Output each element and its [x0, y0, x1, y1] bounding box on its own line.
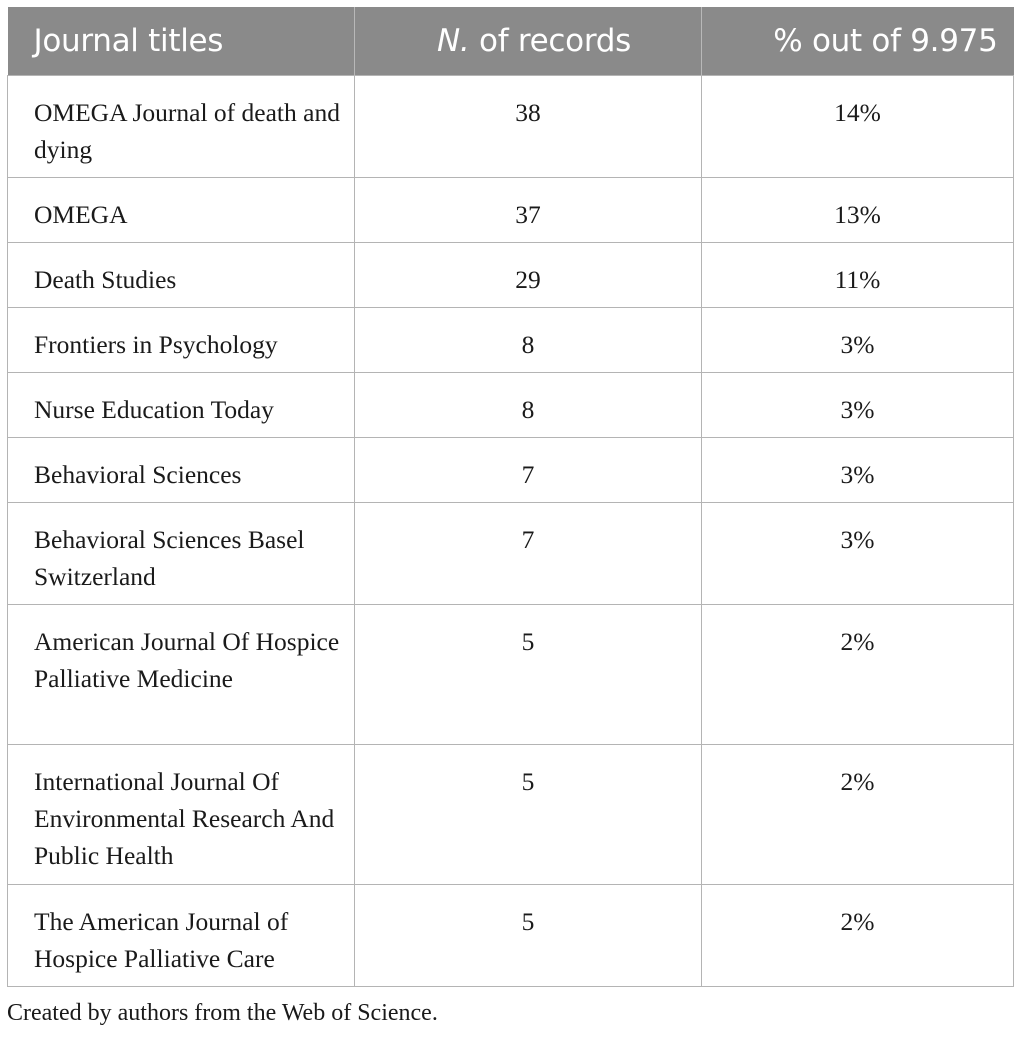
table-row: [8, 885, 1014, 987]
table-row: [8, 76, 1014, 178]
journal-title-cell: Nurse Education Today: [8, 373, 355, 438]
journal-title-cell: OMEGA: [8, 178, 355, 243]
table-row: [8, 503, 1014, 605]
percent-cell: 14%: [702, 76, 1014, 178]
header-number-of-records: [355, 7, 702, 76]
journal-title-cell: Behavioral Sciences Basel Switzerland: [8, 503, 355, 605]
records-cell: 38: [355, 76, 702, 178]
table-row: [8, 178, 1014, 243]
percent-cell: 2%: [702, 885, 1014, 987]
records-cell: 7: [355, 503, 702, 605]
percent-cell: 2%: [702, 745, 1014, 885]
table-row: [8, 373, 1014, 438]
records-cell: 7: [355, 438, 702, 503]
records-cell: 5: [355, 745, 702, 885]
journal-title-cell: American Journal Of Hospice Palliative Medicine: [8, 605, 355, 745]
journals-table-container: [7, 7, 1013, 987]
journal-title-cell: Death Studies: [8, 243, 355, 308]
percent-cell: 3%: [702, 438, 1014, 503]
percent-cell: 13%: [702, 178, 1014, 243]
records-cell: 5: [355, 605, 702, 745]
header-percent-out-of-total: % out of 9.975: [702, 7, 1014, 76]
records-cell: 29: [355, 243, 702, 308]
table-row: [8, 605, 1014, 745]
journal-title-cell: OMEGA Journal of death and dying: [8, 76, 355, 178]
journal-title-cell: Frontiers in Psychology: [8, 308, 355, 373]
records-cell: 8: [355, 308, 702, 373]
table-row: [8, 308, 1014, 373]
journal-title-cell: Behavioral Sciences: [8, 438, 355, 503]
journal-title-cell: The American Journal of Hospice Palliative Care: [8, 885, 355, 987]
header-journal-titles: Journal titles: [8, 7, 355, 76]
table-row: [8, 745, 1014, 885]
header-records-prefix: N.: [437, 23, 470, 59]
records-cell: 5: [355, 885, 702, 987]
journal-title-cell: International Journal Of Environmental Research And Public Health: [8, 745, 355, 885]
percent-cell: 11%: [702, 243, 1014, 308]
table-header: [8, 7, 1014, 76]
journals-table: [7, 7, 1014, 987]
records-cell: 8: [355, 373, 702, 438]
table-row: [8, 243, 1014, 308]
percent-cell: 2%: [702, 605, 1014, 745]
header-row: [8, 7, 1014, 76]
table-body: [8, 76, 1014, 987]
table-row: [8, 438, 1014, 503]
percent-cell: 3%: [702, 373, 1014, 438]
percent-cell: 3%: [702, 308, 1014, 373]
header-records-suffix: of records: [469, 23, 631, 59]
percent-cell: 3%: [702, 503, 1014, 605]
table-caption: Created by authors from the Web of Science.: [7, 1000, 438, 1026]
records-cell: 37: [355, 178, 702, 243]
